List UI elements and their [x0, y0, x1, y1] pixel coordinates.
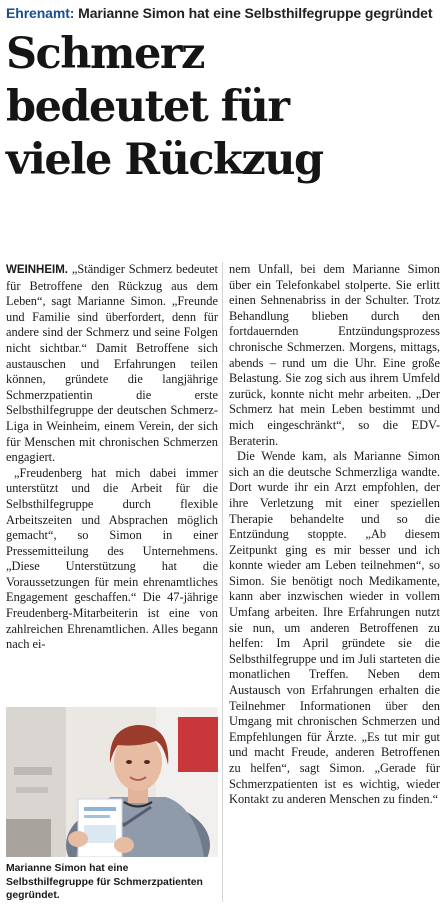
kicker-tag: Ehrenamt:	[6, 5, 75, 21]
article-column-2	[229, 262, 440, 902]
dateline: WEINHEIM.	[6, 264, 68, 276]
article-paragraph: nem Unfall, bei dem Marianne Simon über ein Telefonkabel stolperte. Sie erlitt einen Sehnenabriss in der Schulter. Trotz Behandlung blieben durch den fortdauernden Entzündungsprozess chronische Schmerzen. Morgens, mittags, abends – rund um die Uhr. Eine große Belastung. Sie zog sich aus ihrem Umfeld zurück, konnte nicht mehr arbeiten. „Der Schmerz hat mein Leben bestimmt und mich eingeschränkt“, so die EDV-Beraterin.	[229, 262, 440, 448]
portrait-photo	[6, 707, 218, 857]
headline	[6, 28, 440, 187]
headline-line-2: bedeutet für	[6, 82, 289, 132]
kicker-text: Marianne Simon hat eine Selbsthilfegruppe gegründet	[78, 5, 433, 21]
article-paragraph: Die Wende kam, als Marianne Simon sich an die deutsche Schmerzliga wandte. Dort wurde ihr ein Arzt empfohlen, der ihre Verletzung mit einer speziellen Therapie behandelte und so die Entzündung stoppte. „Ab diesem Zeitpunkt ging es mir besser und ich konnte wieder am Leben teilnehmen“, so Simon. Sie benötigt noch Medikamente, kann aber inzwischen wieder in vollem Umfang arbeiten. Ihre Erfahrungen nutzt sie nun, um anderen Betroffenen zu helfen: Im April gründete sie die Selbsthilfegruppe und im Juli starteten die monatlichen Treffen. Neben dem Austausch von Erfahrungen erhalten die Teilnehmer Informationen über den Umgang mit chronischen Schmerzen und Empfehlungen für Ärzte. „Es tut mir gut und macht Freude, anderen Betroffenen zu helfen“, sagt Simon. „Gerade für Schmerzpatienten ist es wichtig, wieder Kontakt zu anderen Menschen zu finden.“	[229, 449, 440, 807]
article-column-1	[6, 262, 218, 682]
column-divider	[222, 262, 223, 902]
headline-line-1: Schmerz	[6, 29, 204, 79]
article-paragraph	[6, 262, 218, 466]
portrait-illustration	[6, 707, 218, 857]
headline-line-3: viele Rückzug	[6, 135, 323, 185]
photo-caption: Marianne Simon hat eine Selbsthilfegruppe für Schmerzpatienten gegründet.	[6, 863, 203, 901]
article-paragraph: „Freudenberg hat mich dabei immer unterstützt und die Arbeit für die Selbsthilfegruppe durch flexible Arbeitszeiten und Absprachen möglich gemacht“, so Simon in einer Pressemitteilung des Unternehmens. „Diese Unterstützung hat die Voraussetzungen für mein ehrenamtliches Engagement geschaffen.“ Die 47-jährige Freudenberg-Mitarbeiterin ist eine von zahlreichen Ehrenamtlichen. Alles begann nach ei-	[6, 465, 218, 652]
paragraph-text: „Ständiger Schmerz bedeutet für Betroffene den Rückzug aus dem Leben“, sagt Marianne Simon. „Freunde und Familie sind überfordert, denn für andere sind der Schmerz und seine Folgen nicht sichtbar.“ Damit Betroffene sich austauschen und Erfahrungen teilen können, gründete die langjährige Schmerzpatientin die erste Selbsthilfegruppe der deutschen Schmerz-Liga in Weinheim, einem Verein, der sich für Menschen mit chronischen Schmerzen engagiert.	[6, 262, 218, 465]
kicker-line	[6, 5, 440, 21]
